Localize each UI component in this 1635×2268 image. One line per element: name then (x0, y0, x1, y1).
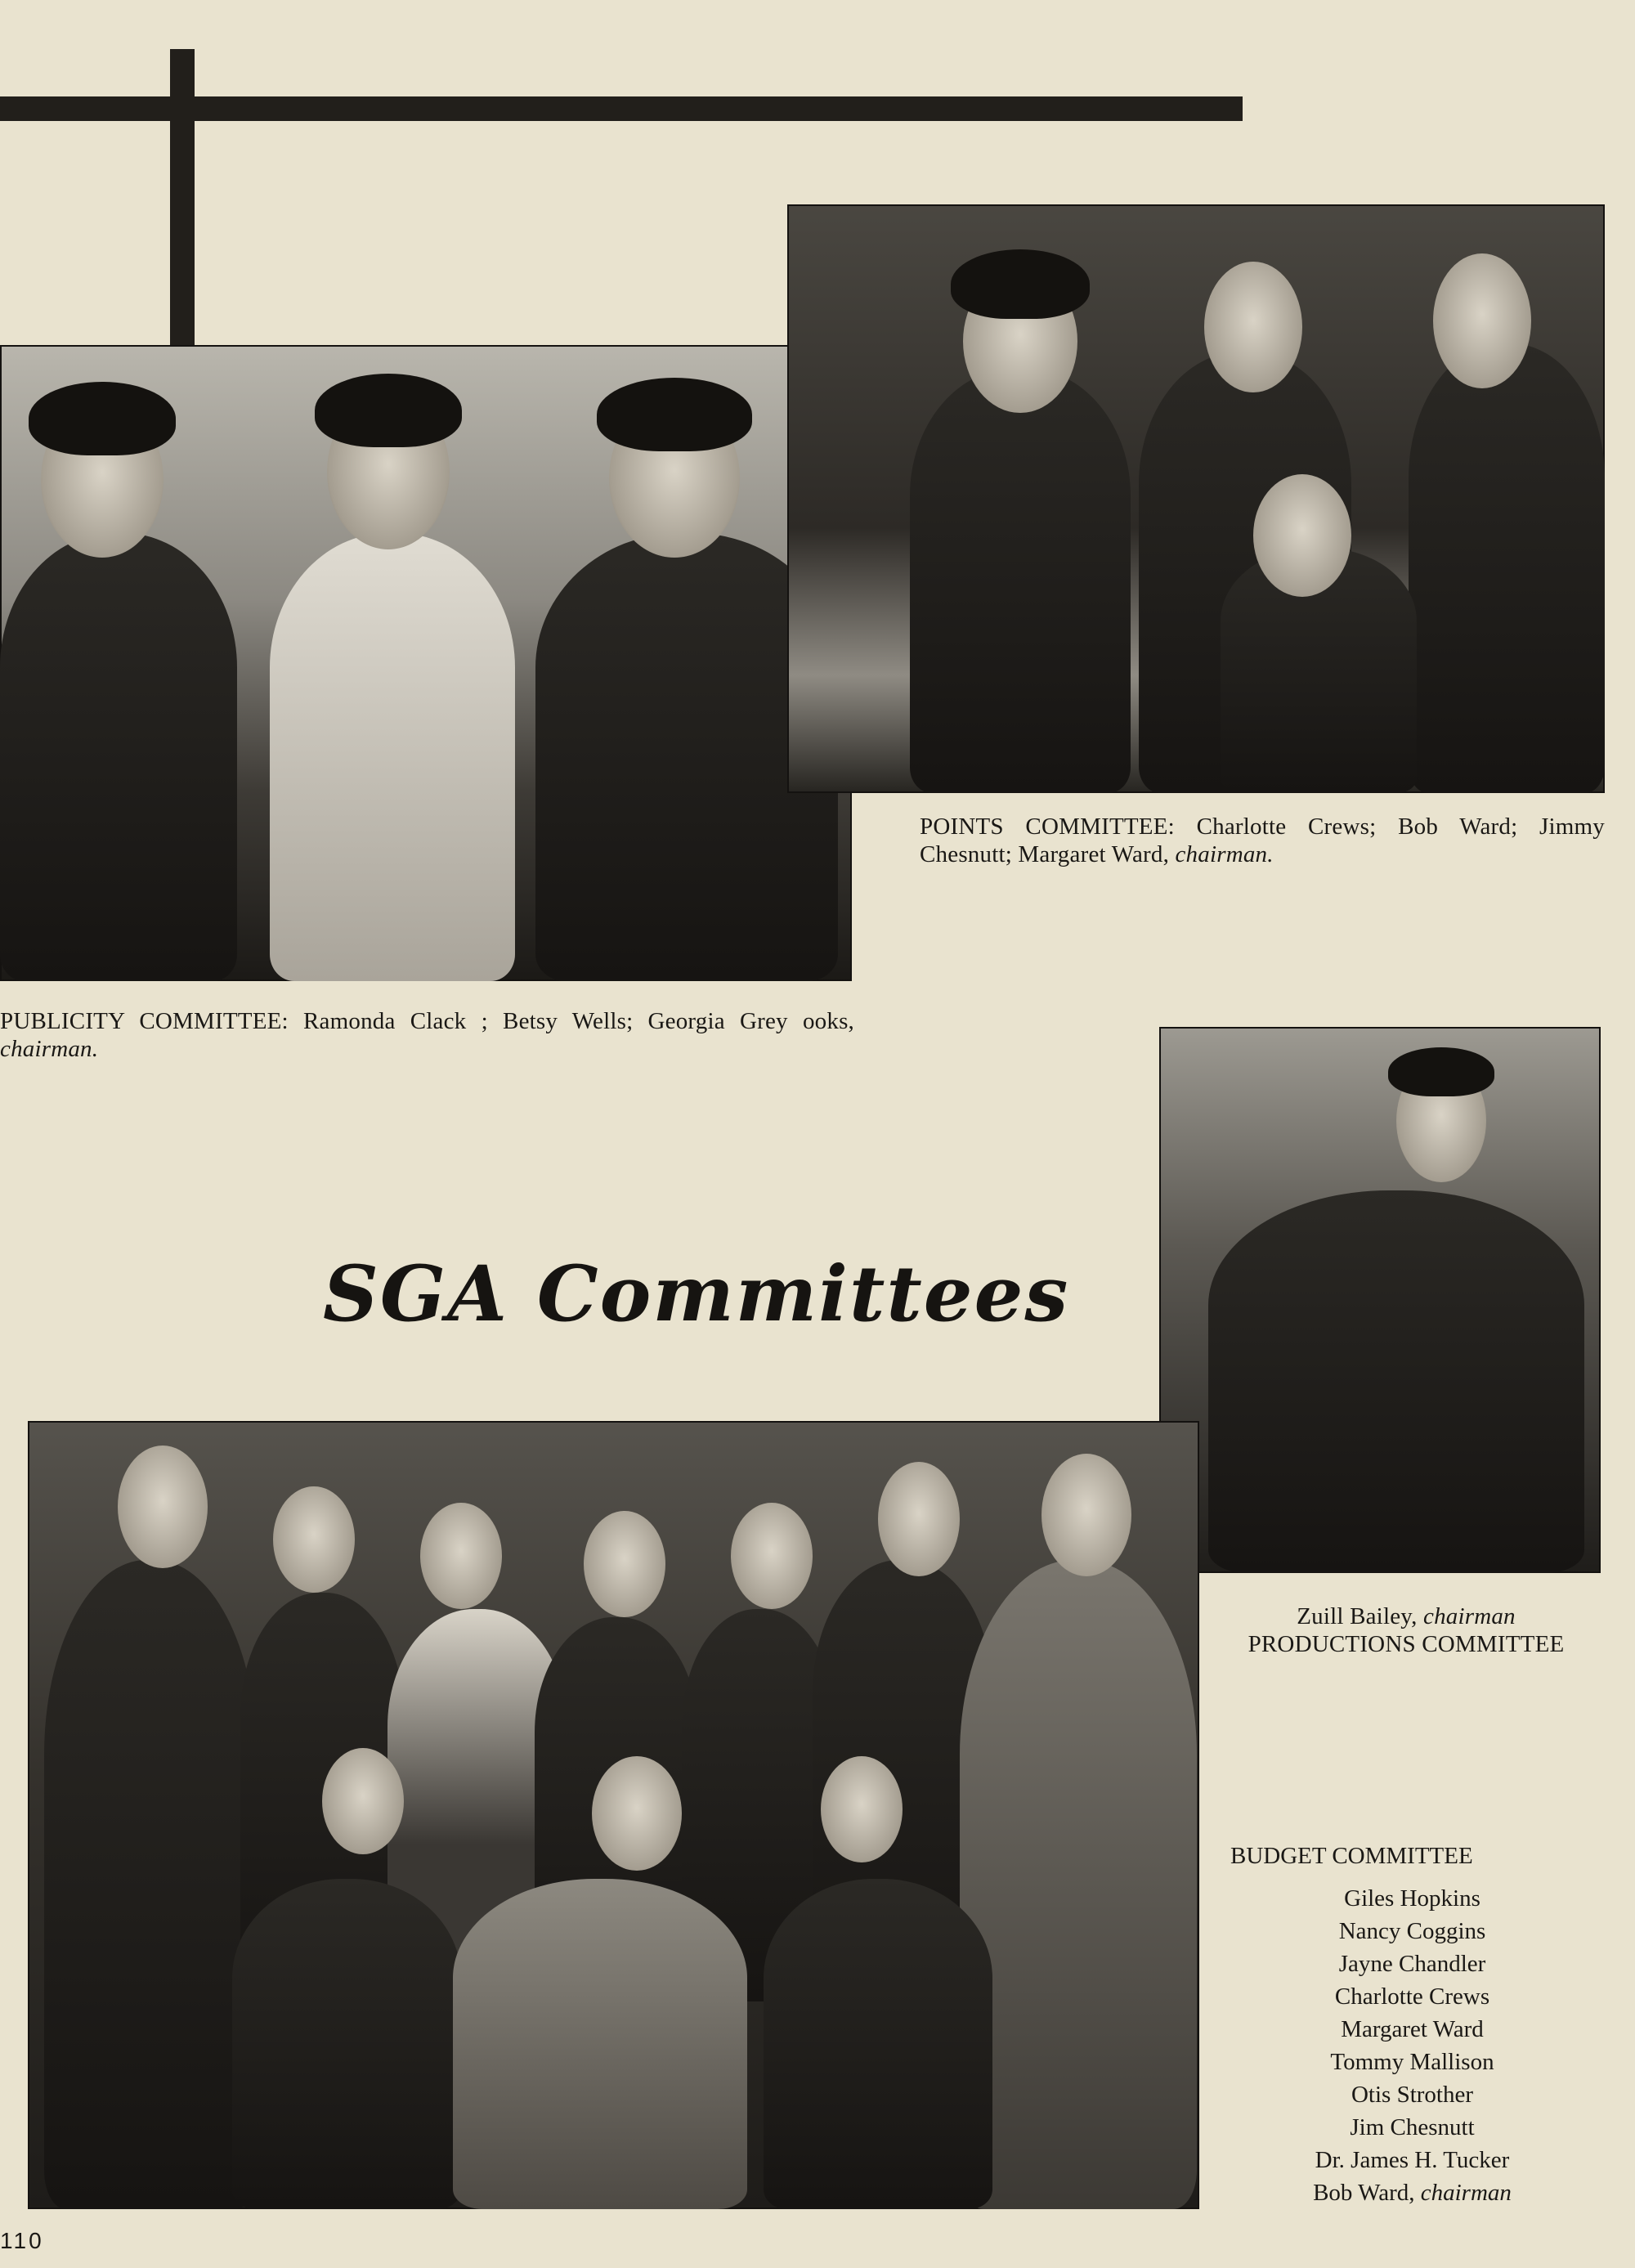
publicity-committee-members: Ramonda Clack ; Betsy Wells; Georgia Grey (303, 1008, 788, 1034)
publicity-committee-chair-fragment: ooks, (802, 1008, 855, 1034)
budget-committee-roster (1214, 1840, 1610, 2209)
points-committee-label: POINTS COMMITTEE: (920, 814, 1175, 840)
productions-committee-caption (1202, 1602, 1610, 1658)
budget-chair (1214, 2176, 1610, 2209)
budget-member: Jayne Chandler (1338, 1951, 1486, 1977)
productions-chair-name: Zuill Bailey, (1297, 1603, 1418, 1629)
publicity-committee-caption (0, 1007, 854, 1063)
budget-member: Jim Chesnutt (1350, 2114, 1475, 2140)
page-number: 110 (0, 2228, 44, 2253)
budget-member: Giles Hopkins (1344, 1885, 1480, 1912)
page-title: SGA Committees (323, 1249, 1070, 1339)
productions-committee-label: PRODUCTIONS COMMITTEE (1248, 1631, 1565, 1657)
budget-chair-role: chairman (1420, 2180, 1512, 2206)
points-committee-caption (920, 813, 1605, 868)
budget-member: Margaret Ward (1341, 2016, 1484, 2042)
budget-chair-name: Bob Ward, (1313, 2180, 1415, 2206)
budget-committee-photo (28, 1421, 1199, 2209)
budget-member: Charlotte Crews (1334, 1983, 1490, 2010)
budget-member: Tommy Mallison (1330, 2049, 1494, 2075)
budget-member: Nancy Coggins (1338, 1918, 1486, 1944)
points-committee-chair-role: chairman. (1175, 841, 1274, 867)
publicity-committee-label: PUBLICITY COMMITTEE: (0, 1008, 289, 1034)
points-committee-members: Charlotte Crews; Bob Ward; Jimmy Chesnutt; Margaret Ward, (920, 814, 1606, 867)
budget-member: Dr. James H. Tucker (1315, 2147, 1510, 2173)
budget-committee-label: BUDGET COMMITTEE (1230, 1843, 1473, 1869)
productions-chair-role: chairman (1423, 1603, 1516, 1629)
budget-member: Otis Strother (1351, 2082, 1474, 2108)
points-committee-photo (787, 204, 1605, 793)
publicity-committee-photo (0, 345, 852, 981)
productions-committee-photo (1159, 1027, 1601, 1573)
decorative-vertical-rule (170, 49, 195, 345)
publicity-committee-chair-role: chairman. (0, 1036, 99, 1062)
